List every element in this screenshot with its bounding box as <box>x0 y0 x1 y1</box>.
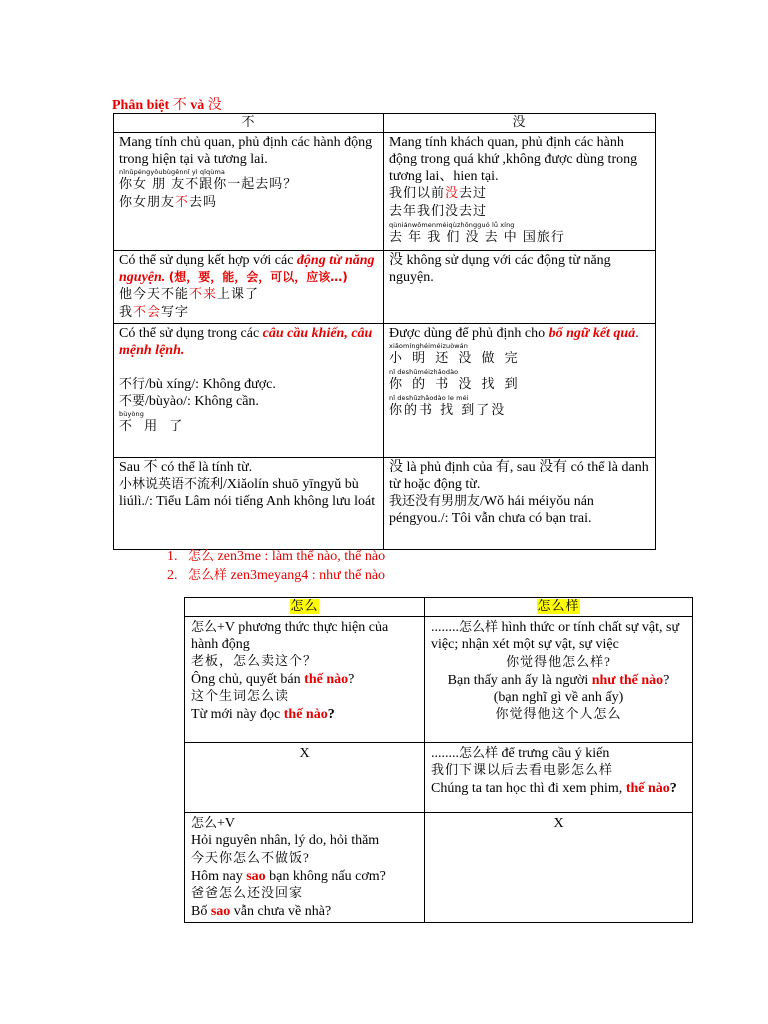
example-cn: 小 明 还 没 做 完 <box>389 351 521 366</box>
example-line: 小林说英语不流利/Xiǎolín shuō yīngyǔ bù liúlì./: Tiểu Lâm nói tiếng Anh không lưu loát <box>119 477 376 509</box>
cell-zenmeyang-row1: ........怎么样 hình thức or tính chất sự vật, sự việc; nhận xét một sự vật, sự việc 你觉得他怎么样? Bạn thấy anh ấy là người như thế nào? (bạn nghĩ gì về anh ấy) 你觉得他这个人怎么 <box>425 617 693 743</box>
pinyin: qùniánwǒmenméiqùzhōngguó lǚ xíng <box>389 221 515 229</box>
title-and: và <box>190 98 205 113</box>
cell-text: Có thể sử dụng trong các câu cầu khiến, câu mệnh lệnh. <box>119 326 373 358</box>
example-line: 不要/bùyào/: Không cần. <box>119 394 259 409</box>
list-item: 1. 怎么 zen3me : làm thế nào, thế nào <box>167 549 386 564</box>
example-cn: 他今天不能不来上课了 <box>119 287 260 302</box>
cell-zenmeyang-row2: ........怎么样 để trưng cầu ý kiến 我们下课以后去看电影怎么样 Chúng ta tan học thì đi xem phim, thế nào? <box>425 743 693 813</box>
pinyin: bùyòng <box>119 410 144 418</box>
example-cn: 你觉得他这个人怎么 <box>495 707 622 722</box>
example-cn: 你女 朋 友不跟你一起去吗？ <box>119 177 298 192</box>
pinyin: nǐnǔpéngyǒubùgěnnǐ yì qǐqùma <box>119 168 225 176</box>
example-cn: 我们以前没去过 <box>389 186 488 201</box>
cell-mei-row3 <box>384 324 656 458</box>
table-header-zenme: 怎么 <box>185 598 425 617</box>
cell-mei-row2 <box>384 251 656 324</box>
title-text: Phân biệt <box>112 98 170 113</box>
example-cn: 你 的 书 没 找 到 <box>389 377 521 392</box>
example-cn: 去年我们没去过 <box>389 204 488 219</box>
table-header-bu: 不 <box>114 114 384 133</box>
cell-text: Được dùng để phủ định cho bổ ngữ kết quả. <box>389 326 639 341</box>
comparison-table-bu-mei <box>113 113 656 550</box>
example-cn: 我们下课以后去看电影怎么样 <box>431 763 614 778</box>
cell-bu-row4 <box>114 458 384 550</box>
cell-bu-row1 <box>114 133 384 251</box>
table-header-zenmeyang: 怎么样 <box>425 598 693 617</box>
example-cn: 今天你怎么不做饭? <box>191 850 310 866</box>
example-line: 不行/bù xíng/: Không được. <box>119 377 276 392</box>
example-cn: 不 用 了 <box>119 419 187 434</box>
cell-text: Có thể sử dụng kết hợp với các động từ năng nguyện. (想，要，能，会，可以，应该…) <box>119 253 375 285</box>
example-cn: 你觉得他怎么样? <box>506 654 611 670</box>
example-cn: 这个生词怎么读 <box>191 689 290 704</box>
cell-text: Sau 不 có thể là tính từ. <box>119 459 253 475</box>
cell-bu-row2 <box>114 251 384 324</box>
example-cn: 你的书 找 到了没 <box>389 403 507 418</box>
title-char-mei: 没 <box>207 97 222 113</box>
pinyin: nǐ deshūméizhǎodào <box>389 368 459 376</box>
example-line: 我还没有男朋友/Wǒ hái méiyǒu nán péngyou./: Tôi vẫn chưa có bạn trai. <box>389 494 594 526</box>
title-char-bu: 不 <box>172 97 187 113</box>
cell-zenme-row3: 怎么+V Hỏi nguyên nhân, lý do, hỏi thăm 今天你怎么不做饭? Hôm nay sao bạn không nấu cơm? 爸爸怎么还没回家 Bố sao vẫn chưa về nhà? <box>185 813 425 923</box>
numbered-list <box>167 547 567 585</box>
example-cn: 老板，怎么卖这个？ <box>191 654 318 669</box>
cell-bu-row3 <box>114 324 384 458</box>
table-header-mei: 没 <box>384 114 656 133</box>
cell-zenmeyang-row3: X <box>425 813 693 923</box>
example-cn: 去 年 我 们 没 去 中 国旅行 <box>389 230 565 245</box>
cell-text: Mang tính chủ quan, phủ định các hành động trong hiện tại và tương lai. <box>119 135 373 167</box>
cell-zenme-row1: 怎么+V phương thức thực hiện của hành động 老板，怎么卖这个？ Ông chủ, quyết bán thế nào? 这个生词怎么读 Từ mới này đọc thế nào? <box>185 617 425 743</box>
cell-text: 没 là phủ định của 有, sau 没有 có thể là danh từ hoặc động từ. <box>389 459 649 492</box>
cell-mei-row1 <box>384 133 656 251</box>
page-title <box>112 94 222 114</box>
pinyin: xiǎomínghéiméizuòwán <box>389 342 468 350</box>
pinyin: nǐ deshūzhǎodào le méi <box>389 394 469 402</box>
example-cn: 你女朋友不去吗 <box>119 195 218 210</box>
cell-zenme-row2: X <box>185 743 425 813</box>
list-item: 2. 怎么样 zen3meyang4 : như thế nào <box>167 568 386 583</box>
example-cn: 我不会写字 <box>119 305 190 320</box>
cell-text: 没 không sử dụng với các động từ năng nguyện. <box>389 252 611 285</box>
cell-text: Mang tính khách quan, phủ định các hành động trong quá khứ ,không được dùng trong tương lai、hien tại. <box>389 135 638 184</box>
cell-mei-row4 <box>384 458 656 550</box>
comparison-table-zenme <box>184 597 693 923</box>
example-cn: 爸爸怎么还没回家 <box>191 886 304 901</box>
